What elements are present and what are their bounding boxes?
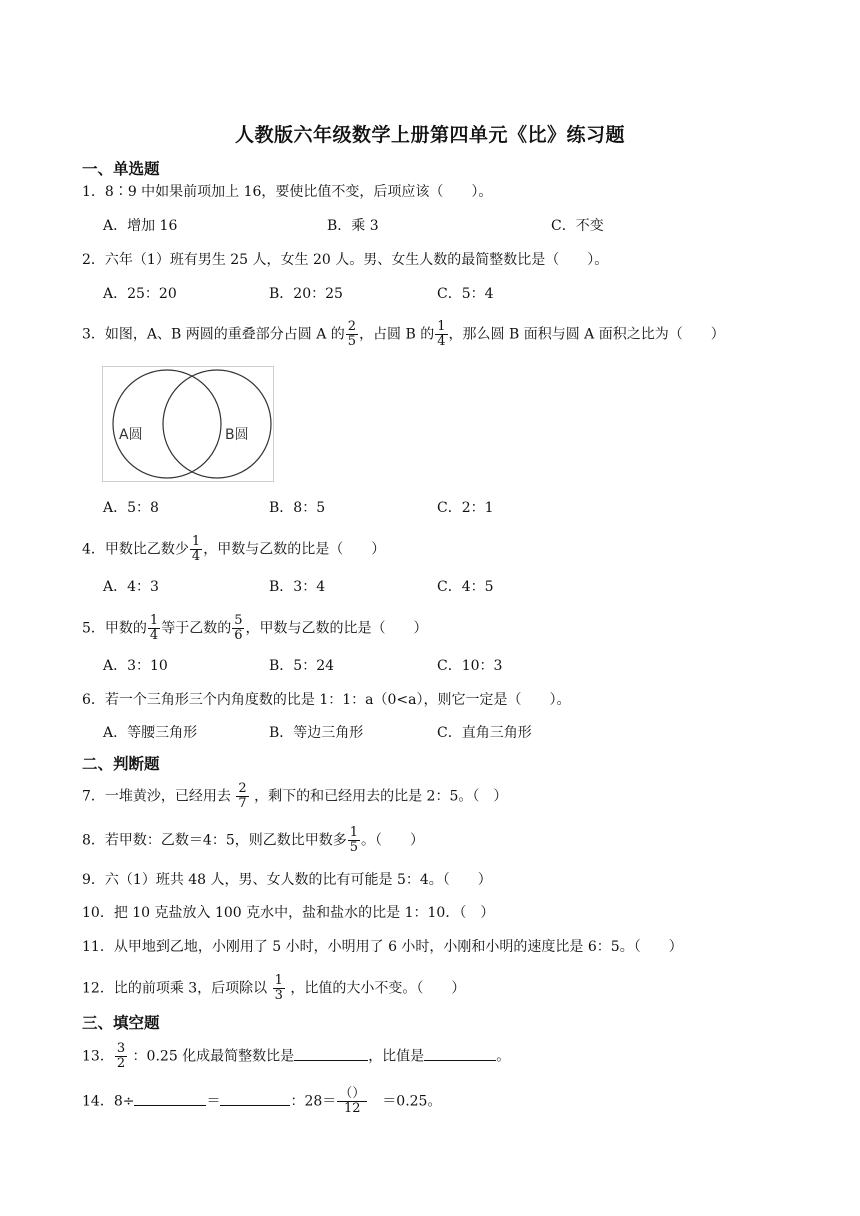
circle-a-label: A圆 [119,427,143,443]
q14-text-mid2: ：28＝ [290,1093,337,1110]
q14-fraction: $\frac{()}{12}$ [339,1086,366,1116]
question-9: 9．六（1）班共 48 人，男、女人数的比有可能是 5：4。（ ） [82,872,492,888]
q14-blank-2[interactable] [220,1090,290,1106]
question-3 [82,320,725,349]
q14-text-pre: 14．8÷ [82,1093,135,1110]
q5-option-c: C．10：3 [437,658,503,674]
q13-text-pre: 13． [82,1048,114,1065]
q4-option-c: C．4：5 [437,579,494,595]
question-13 [82,1042,510,1071]
question-10: 10．把 10 克盐放入 100 克水中，盐和盐水的比是 1：10．（ ） [82,905,495,921]
section-heading-fill-in: 三、填空题 [82,1014,160,1032]
question-8 [82,826,424,855]
q6-option-c: C．直角三角形 [437,725,532,741]
q13-text-mid2: ，比值是 [368,1048,425,1065]
q7-text-pre: 7．一堆黄沙，已经用去 [82,788,236,805]
q13-blank-1[interactable] [294,1045,368,1061]
q3-text-post: ，那么圆 B 面积与圆 A 面积之比为（ ） [448,326,725,343]
q5-option-b: B．5：24 [269,658,335,674]
page-title: 人教版六年级数学上册第四单元《比》练习题 [234,124,625,146]
q14-text-post: ＝0.25。 [368,1093,442,1110]
q3-fraction-1: $\frac{2}{5}$ [347,319,357,349]
q12-text-pre: 12．比的前项乘 3，后项除以 [82,980,272,997]
q8-text-post: 。（ ） [361,832,425,849]
q5-text-pre: 5．甲数的 [82,620,147,637]
question-1: 1．8∶9 中如果前项加上 16，要使比值不变，后项应该（ ）。 [82,184,493,200]
q5-text-mid: 等于乙数的 [161,620,232,637]
q7-text-post: ，剩下的和已经用去的比是 2：5。（ ） [249,788,508,805]
question-11: 11．从甲地到乙地，小刚用了 5 小时，小明用了 6 小时，小刚和小明的速度比是 6：5。（ ） [82,939,683,955]
q8-text-pre: 8．若甲数：乙数＝4：5，则乙数比甲数多 [82,832,347,849]
q1-option-a: A．增加 16 [103,218,178,234]
q4-option-a: A．4：3 [103,579,159,595]
q1-option-c: C．不变 [551,218,604,234]
q2-option-c: C．5：4 [437,286,494,302]
circle-b [163,370,271,478]
q3-option-a: A．5：8 [103,500,159,516]
q3-fraction-2: $\frac{1}{4}$ [437,319,446,349]
venn-diagram [102,366,274,482]
q2-option-b: B．20：25 [269,286,343,302]
question-6: 6．若一个三角形三个内角度数的比是 1：1：a（0<a），则它一定是（ ）。 [82,692,571,708]
q2-option-a: A．25：20 [103,286,177,302]
q4-text-post: ，甲数与乙数的比是（ ） [203,541,386,558]
q12-text-post: ，比值的大小不变。（ ） [285,980,466,997]
q13-text-mid: ：0.25 化成最简整数比是 [128,1048,295,1065]
q3-text-mid: ，占圆 B 的 [359,326,435,343]
q6-option-a: A．等腰三角形 [103,725,198,741]
q5-text-post: ，甲数与乙数的比是（ ） [245,620,428,637]
question-2: 2．六年（1）班有男生 25 人，女生 20 人。男、女生人数的最简整数比是（ ）。 [82,252,609,268]
q14-text-mid: ＝ [206,1093,221,1110]
q5-fraction-2: $\frac{5}{6}$ [234,613,243,643]
q1-option-b: B．乘 3 [327,218,379,234]
section-heading-single-choice: 一、单选题 [82,160,160,178]
q8-fraction: $\frac{1}{5}$ [349,825,359,855]
q4-option-b: B．3：4 [269,579,326,595]
q12-fraction: $\frac{1}{3}$ [274,973,283,1003]
q13-blank-2[interactable] [424,1045,496,1061]
q5-option-a: A．3：10 [103,658,168,674]
q4-text-pre: 4．甲数比乙数少 [82,541,189,558]
question-7 [82,782,507,811]
q4-fraction: $\frac{1}{4}$ [191,534,201,564]
question-14 [82,1087,441,1116]
section-heading-true-false: 二、判断题 [82,755,160,773]
circle-b-label: B圆 [225,427,249,443]
question-5 [82,614,427,643]
q3-option-c: C．2：1 [437,500,494,516]
question-12 [82,974,465,1003]
circle-a [113,370,221,478]
q3-text-pre: 3．如图，A、B 两圆的重叠部分占圆 A 的 [82,326,345,343]
q13-fraction: $\frac{3}{2}$ [116,1041,126,1071]
question-4 [82,535,385,564]
q14-blank-1[interactable] [134,1090,206,1106]
q5-fraction-1: $\frac{1}{4}$ [149,613,159,643]
q7-fraction: $\frac{2}{7}$ [238,781,247,811]
q6-option-b: B．等边三角形 [269,725,364,741]
q3-option-b: B．8：5 [269,500,326,516]
q13-text-post: 。 [496,1048,511,1065]
